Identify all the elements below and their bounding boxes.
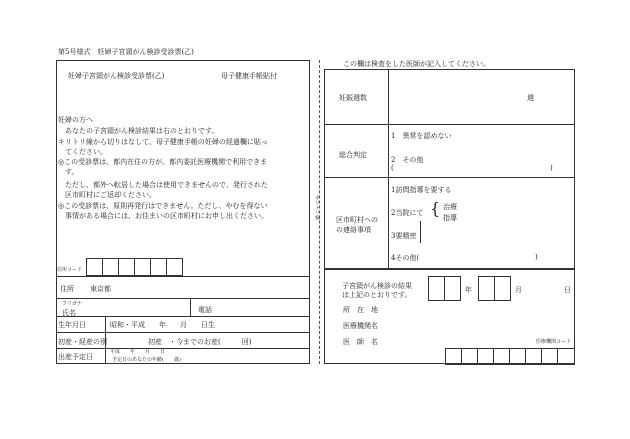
month-box[interactable] — [494, 276, 511, 301]
facility-code-box[interactable] — [493, 348, 510, 365]
month-box[interactable] — [478, 276, 495, 301]
code-box[interactable] — [166, 258, 183, 276]
notice-line: 妊婦の方へ — [58, 116, 93, 124]
result-line-1: 子宮頸がん検診の結果 — [342, 282, 412, 290]
facility-code-box[interactable] — [461, 348, 478, 365]
cut-line-label: キリトリ線 — [314, 195, 320, 220]
name-label: 氏名 — [62, 309, 76, 317]
address-label: 住所 — [60, 285, 74, 293]
notice-line: あなたの子宮頸がん検診結果は右のとおりです。 — [58, 127, 219, 135]
code-box[interactable] — [150, 258, 167, 276]
dob-value[interactable]: 昭和・平成 年 月 日生 — [110, 321, 215, 329]
contact-option-2[interactable]: 2当院にて — [391, 209, 424, 217]
contact-option-4[interactable]: 4その他( — [391, 254, 420, 262]
facility-name-label: 医療機関名 — [343, 322, 378, 330]
contact-treat[interactable]: 治療 — [443, 203, 457, 211]
facility-code-box[interactable] — [525, 348, 542, 365]
furigana-label: フリガナ — [62, 301, 82, 307]
judgment-paren-open: ( — [391, 164, 394, 172]
judgment-paren-close: ) — [550, 164, 553, 172]
contact-option-1[interactable]: 1訪問指導を要する — [391, 186, 452, 194]
phone-label: 電話 — [198, 306, 212, 314]
parity-value[interactable]: 初産 ・今までのお産( 回) — [148, 338, 252, 346]
due-date-label: 出産予定日 — [58, 353, 93, 361]
code-box[interactable] — [86, 258, 103, 276]
code-box[interactable] — [134, 258, 151, 276]
address-value[interactable]: 東京都 — [90, 285, 111, 293]
facility-code-box[interactable] — [509, 348, 526, 365]
handbook-paste-label: 母子健康手帳貼付 — [221, 72, 277, 80]
ticket-name: 妊婦子宮頸がん検診受診票(乙) — [68, 72, 165, 80]
notice-line: す。 — [58, 168, 79, 176]
notice-line: 事情がある場合には、お住まいの区市町村にお申し出ください。 — [58, 212, 268, 220]
year-box[interactable] — [428, 276, 445, 301]
notice-line: てください。 — [58, 148, 107, 156]
code-box[interactable] — [102, 258, 119, 276]
contact-guide[interactable]: 指導 — [443, 214, 457, 222]
facility-code-label: 医療機関コード — [536, 339, 572, 345]
dob-label: 生年月日 — [58, 321, 86, 329]
address-code-label: 住所コード — [57, 267, 83, 273]
facility-code-box[interactable] — [477, 348, 494, 365]
weeks-label: 妊娠週数 — [339, 94, 367, 102]
parity-label: 初産・経産の別 — [58, 338, 107, 346]
facility-code-box[interactable] — [557, 348, 575, 365]
result-line-2: は上記のとおりです。 — [342, 291, 412, 299]
contact-option-3[interactable]: 3要精密 — [391, 232, 417, 240]
doctor-note: この欄は検査をした医師が記入してください。 — [343, 60, 490, 68]
contact-label-2: の連絡事項 — [336, 226, 371, 234]
facility-code-box[interactable] — [445, 348, 462, 365]
judgment-label: 総合判定 — [339, 151, 367, 159]
due-age-value[interactable]: 予定日のあなたの年齢( 歳) — [112, 357, 181, 363]
facility-code-box[interactable] — [541, 348, 558, 365]
brace-icon: { — [430, 199, 441, 218]
contact-label-1: 区市町村への — [336, 216, 378, 224]
judgment-option-1[interactable]: 1 異常を認めない — [391, 132, 452, 140]
contact-paren-close: ) — [535, 253, 538, 261]
notice-line: ◎この受診票は、都内在住の方が、都内委託医療機関で利用できま — [58, 158, 268, 166]
notice-line: ただし、都外へ転居した場合は使用できませんので、発行された — [58, 181, 268, 189]
notice-line: キリトリ線から切りはなして、母子健康手帳の妊婦の経過欄に貼っ — [58, 138, 268, 146]
notice-line: ◎この受診票は、原則再発行はできません。ただし、やむを得ない — [58, 202, 268, 210]
weeks-unit: 週 — [527, 94, 534, 102]
location-label: 所 在 地 — [343, 306, 378, 314]
year-box[interactable] — [444, 276, 461, 301]
year-label: 年 — [465, 286, 472, 294]
notice-line: 区市町村にご返却ください。 — [58, 191, 156, 199]
due-date-value[interactable]: 平成 年 月 日 — [110, 349, 166, 355]
day-label: 日 — [564, 286, 571, 294]
month-label: 月 — [515, 286, 522, 294]
code-box[interactable] — [118, 258, 135, 276]
doctor-name-label: 医 師 名 — [343, 338, 378, 346]
form-title: 第5号様式 妊婦子宮頸がん検診受診票(乙) — [58, 48, 194, 56]
judgment-option-2[interactable]: 2 その他 — [391, 156, 424, 164]
